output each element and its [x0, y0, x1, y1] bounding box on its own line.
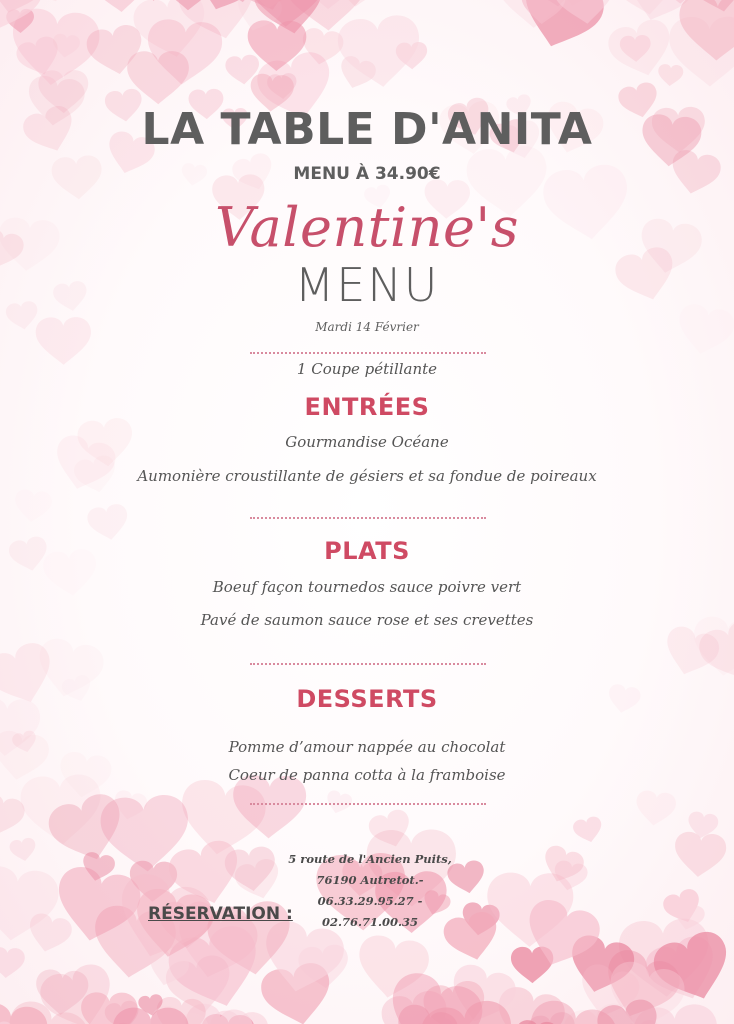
- section-title-desserts: DESSERTS: [296, 685, 438, 713]
- phone-number: 02.76.71.00.35: [321, 915, 419, 929]
- heart-decoration: [0, 946, 25, 979]
- divider: [250, 352, 486, 354]
- dessert-item: Pomme d’amour nappée au chocolat: [228, 738, 506, 756]
- dessert-item: Coeur de panna cotta à la framboise: [228, 766, 506, 784]
- plat-item: Pavé de saumon sauce rose et ses crevettes: [200, 611, 534, 629]
- valentines-title: Valentine's: [214, 196, 519, 259]
- aperitif-item: 1 Coupe pétillante: [296, 360, 438, 378]
- section-title-entrees: ENTRÉES: [304, 393, 430, 421]
- divider: [250, 663, 486, 665]
- heart-decoration: [572, 815, 605, 845]
- plat-item: Boeuf façon tournedos sauce poivre vert: [212, 578, 522, 596]
- divider: [250, 517, 486, 519]
- section-title-plats: PLATS: [324, 537, 410, 565]
- address-line: 76190 Autretot.-: [316, 873, 424, 887]
- menu-heading: MENU: [294, 258, 440, 312]
- event-date: Mardi 14 Février: [315, 320, 419, 334]
- address-line: 5 route de l'Ancien Puits,: [288, 852, 452, 866]
- entree-item: Aumonière croustillante de gésiers et sa fondue de poireaux: [137, 467, 597, 485]
- divider: [250, 803, 486, 805]
- menu-price: MENU À 34.90€: [293, 164, 441, 184]
- phone-number: 06.33.29.95.27 -: [317, 894, 423, 908]
- reservation-label: RÉSERVATION :: [148, 904, 293, 924]
- entree-item: Gourmandise Océane: [285, 433, 449, 451]
- restaurant-name: LA TABLE D'ANITA: [141, 104, 593, 155]
- heart-decoration: [9, 837, 38, 863]
- heart-decoration: [13, 488, 53, 524]
- heart-decoration: [672, 831, 727, 880]
- heart-decoration: [634, 789, 677, 827]
- heart-decoration: [657, 64, 684, 87]
